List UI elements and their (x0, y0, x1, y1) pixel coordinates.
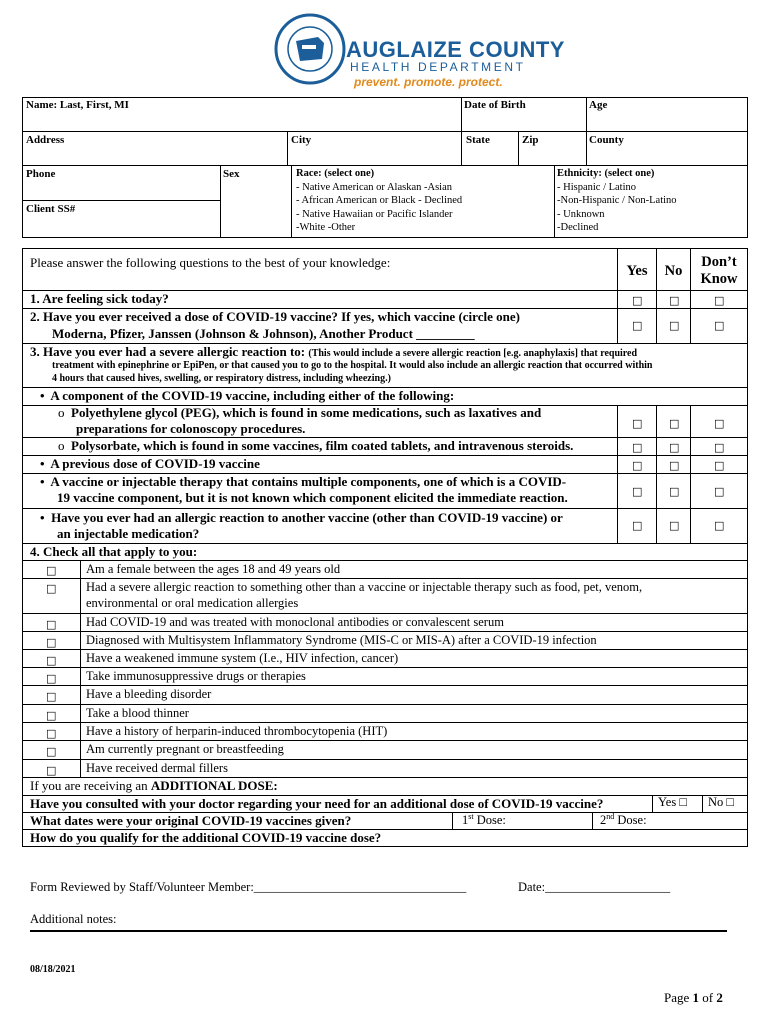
page-label: Page (664, 990, 693, 1005)
additional-dose-intro-text: If you are receiving an (30, 778, 151, 793)
q2-yes-checkbox[interactable]: □ (632, 319, 643, 332)
name-label: Name: Last, First, MI (26, 99, 129, 111)
ethnicity-option: - Unknown (557, 208, 605, 220)
checklist-item: Have a weakened immune system (I.e., HIV infection, cancer) (86, 651, 399, 665)
question-3-note: treatment with epinephrine or EpiPen, or that caused you to go to the hospital. It would also include an allergic reaction that occurred within (52, 360, 653, 371)
allergy-item-other-vaccine-cont: an injectable medication? (57, 526, 200, 541)
checklist-checkbox[interactable]: □ (46, 582, 57, 595)
checklist-item: Am a female between the ages 18 and 49 years old (86, 562, 341, 576)
question-1: 1. Are feeling sick today? (30, 291, 169, 306)
allergy-item-vaccine-component (40, 388, 454, 404)
yes-column-header: Yes (626, 263, 648, 279)
county-label: County (589, 134, 624, 146)
checklist-item: Take a blood thinner (86, 706, 189, 720)
additional-dose-heading: ADDITIONAL DOSE: (150, 778, 278, 793)
checklist-checkbox[interactable]: □ (46, 654, 57, 667)
ethnicity-section (557, 167, 677, 235)
ethnicity-option: -Non-Hispanic / Non-Latino (557, 195, 677, 206)
checklist-item: Have received dermal fillers (86, 761, 228, 775)
peg-no-checkbox[interactable]: □ (669, 417, 680, 430)
bullet-icon: • (40, 510, 45, 525)
question-4: 4. Check all that apply to you: (30, 544, 198, 559)
checklist-item: Am currently pregnant or breastfeeding (86, 742, 284, 756)
logo-subtitle: HEALTH DEPARTMENT (350, 60, 526, 74)
ethnicity-title: Ethnicity: (select one) (557, 168, 655, 179)
allergy-item-text: Have you ever had an allergic reaction to another vaccine (other than COVID-19 vaccine) or (51, 510, 563, 525)
checklist-checkbox[interactable]: □ (46, 709, 57, 722)
race-title: Race: (select one) (296, 168, 375, 179)
county-seal-icon (274, 13, 346, 85)
allergy-subitem-peg-cont: preparations for colonoscopy procedures. (76, 421, 306, 436)
peg-dont-know-checkbox[interactable]: □ (714, 417, 725, 430)
question-2: 2. Have you ever received a dose of COVID-19 vaccine? If yes, which vaccine (circle one) (30, 309, 520, 324)
logo-tagline: prevent. promote. protect. (354, 75, 503, 89)
other-vaccine-dont-know-checkbox[interactable]: □ (714, 519, 725, 532)
page-current: 1 (692, 990, 700, 1005)
no-column-header: No (664, 263, 683, 279)
allergy-item-injectable-therapy (40, 474, 566, 490)
allergy-item-text: A previous dose of COVID-19 vaccine (50, 456, 260, 471)
additional-notes-label: Additional notes: (30, 912, 117, 926)
dose-2-suffix: nd (606, 812, 615, 821)
q1-dont-know-checkbox[interactable]: □ (714, 294, 725, 307)
allergy-item-other-vaccine (40, 510, 563, 526)
question-2-options: Moderna, Pfizer, Janssen (Johnson & Johnson), Another Product _________ (52, 326, 475, 341)
dont-know-line: Don’t (701, 254, 737, 270)
checklist-checkbox[interactable]: □ (46, 564, 57, 577)
allergy-item-injectable-therapy-cont: 19 vaccine component, but it is not known which component elicited the immediate reaction. (57, 490, 568, 505)
injectable-therapy-no-checkbox[interactable]: □ (669, 485, 680, 498)
checklist-item: Have a bleeding disorder (86, 687, 212, 701)
dates-question: What dates were your original COVID-19 vaccines given? (30, 813, 352, 828)
qualify-question: How do you qualify for the additional COVID-19 vaccine dose? (30, 830, 382, 845)
ethnicity-option: -Declined (557, 222, 599, 233)
questions-intro: Please answer the following questions to the best of your knowledge: (30, 255, 391, 270)
checklist-checkbox[interactable]: □ (46, 636, 57, 649)
dose-2-label: Dose: (614, 813, 647, 828)
race-option: -White -Other (296, 222, 356, 233)
checklist-checkbox[interactable]: □ (46, 727, 57, 740)
dont-know-column-header (691, 254, 747, 288)
page-number (664, 990, 723, 1006)
checklist-item-cont: environmental or oral medication allergies (86, 596, 299, 610)
client-ss-label: Client SS# (26, 203, 76, 215)
allergy-subitem-text: Polyethylene glycol (PEG), which is found in some medications, such as laxatives and (71, 405, 542, 420)
circle-bullet-icon: o (58, 405, 65, 420)
checklist-item: Had COVID-19 and was treated with monoclonal antibodies or convalescent serum (86, 615, 504, 629)
polysorbate-no-checkbox[interactable]: □ (669, 441, 680, 454)
previous-dose-no-checkbox[interactable]: □ (669, 459, 680, 472)
dose-2-number: 2 (600, 813, 607, 828)
zip-label: Zip (522, 134, 539, 146)
race-option: - Native American or Alaskan -Asian (296, 181, 452, 193)
checklist-item: Take immunosuppressive drugs or therapies (86, 669, 306, 683)
notes-line[interactable] (30, 930, 727, 932)
polysorbate-dont-know-checkbox[interactable]: □ (714, 441, 725, 454)
dose-1-number: 1 (462, 813, 469, 828)
dose-1-suffix: st (468, 812, 474, 821)
consult-question: Have you consulted with your doctor regarding your need for an additional dose of COVID-19 vaccine? (30, 796, 604, 811)
dose-1-label: Dose: (473, 813, 506, 828)
previous-dose-dont-know-checkbox[interactable]: □ (714, 459, 725, 472)
peg-yes-checkbox[interactable]: □ (632, 417, 643, 430)
other-vaccine-yes-checkbox[interactable]: □ (632, 519, 643, 532)
allergy-item-previous-dose (40, 456, 260, 472)
checklist-checkbox[interactable]: □ (46, 618, 57, 631)
allergy-subitem-text: Polysorbate, which is found in some vaccines, film coated tablets, and intravenous steroids. (71, 438, 574, 453)
injectable-therapy-dont-know-checkbox[interactable]: □ (714, 485, 725, 498)
question-3-text: 3. Have you ever had a severe allergic reaction to: (30, 344, 306, 359)
bullet-icon: • (40, 456, 45, 471)
checklist-item: Have a history of herparin-induced thrombocytopenia (HIT) (86, 724, 388, 738)
reviewed-by-field[interactable]: Form Reviewed by Staff/Volunteer Member:__________________________________ (30, 880, 467, 894)
page-total: 2 (716, 990, 723, 1005)
allergy-item-text: A vaccine or injectable therapy that contains multiple components, one of which is a COVID- (50, 474, 567, 489)
state-label: State (466, 134, 490, 146)
q1-no-checkbox[interactable]: □ (669, 294, 680, 307)
polysorbate-yes-checkbox[interactable]: □ (632, 441, 643, 454)
question-3-note: (This would include a severe allergic reaction [e.g. anaphylaxis] that required (308, 348, 638, 359)
injectable-therapy-yes-checkbox[interactable]: □ (632, 485, 643, 498)
checklist-checkbox[interactable]: □ (46, 745, 57, 758)
race-option: - Native Hawaiian or Pacific Islander (296, 208, 453, 220)
consult-yes-checkbox[interactable]: Yes □ (658, 795, 687, 809)
sex-label: Sex (223, 168, 240, 180)
health-department-logo (274, 13, 565, 89)
bullet-icon: • (40, 474, 45, 489)
ethnicity-option: - Hispanic / Latino (557, 181, 637, 193)
dob-label: Date of Birth (464, 99, 526, 111)
review-date-field[interactable]: Date:____________________ (518, 880, 671, 894)
page-of: of (699, 990, 717, 1005)
consult-no-checkbox[interactable]: No □ (708, 795, 734, 809)
checklist-checkbox[interactable]: □ (46, 672, 57, 685)
race-section (296, 167, 462, 235)
checklist-checkbox[interactable]: □ (46, 764, 57, 777)
allergy-subitem-polysorbate (58, 438, 573, 454)
additional-dose-intro (30, 778, 278, 794)
dont-know-line: Know (700, 271, 738, 287)
city-label: City (291, 134, 312, 146)
checklist-item: Diagnosed with Multisystem Inflammatory Syndrome (MIS-C or MIS-A) after a COVID-19 infection (86, 633, 597, 647)
q2-no-checkbox[interactable]: □ (669, 319, 680, 332)
age-label: Age (589, 99, 608, 111)
bullet-icon: • (40, 388, 45, 403)
q2-dont-know-checkbox[interactable]: □ (714, 319, 725, 332)
checklist-checkbox[interactable]: □ (46, 690, 57, 703)
previous-dose-yes-checkbox[interactable]: □ (632, 459, 643, 472)
checklist-item: Had a severe allergic reaction to something other than a vaccine or injectable therapy such as food, pet, venom, (86, 580, 643, 594)
allergy-item-text: A component of the COVID-19 vaccine, including either of the following: (50, 388, 455, 403)
address-label: Address (26, 134, 65, 146)
q1-yes-checkbox[interactable]: □ (632, 294, 643, 307)
form-date: 08/18/2021 (30, 964, 76, 975)
allergy-subitem-peg (58, 405, 541, 421)
phone-label: Phone (26, 168, 56, 180)
other-vaccine-no-checkbox[interactable]: □ (669, 519, 680, 532)
question-3-note: 4 hours that caused hives, swelling, or respiratory distress, including wheezing.) (52, 373, 391, 384)
dose-1-field[interactable] (462, 812, 506, 828)
logo-title: AUGLAIZE COUNTY (346, 37, 565, 62)
race-option: - African American or Black - Declined (296, 195, 463, 206)
dose-2-field[interactable] (600, 812, 647, 828)
circle-bullet-icon: o (58, 438, 65, 453)
